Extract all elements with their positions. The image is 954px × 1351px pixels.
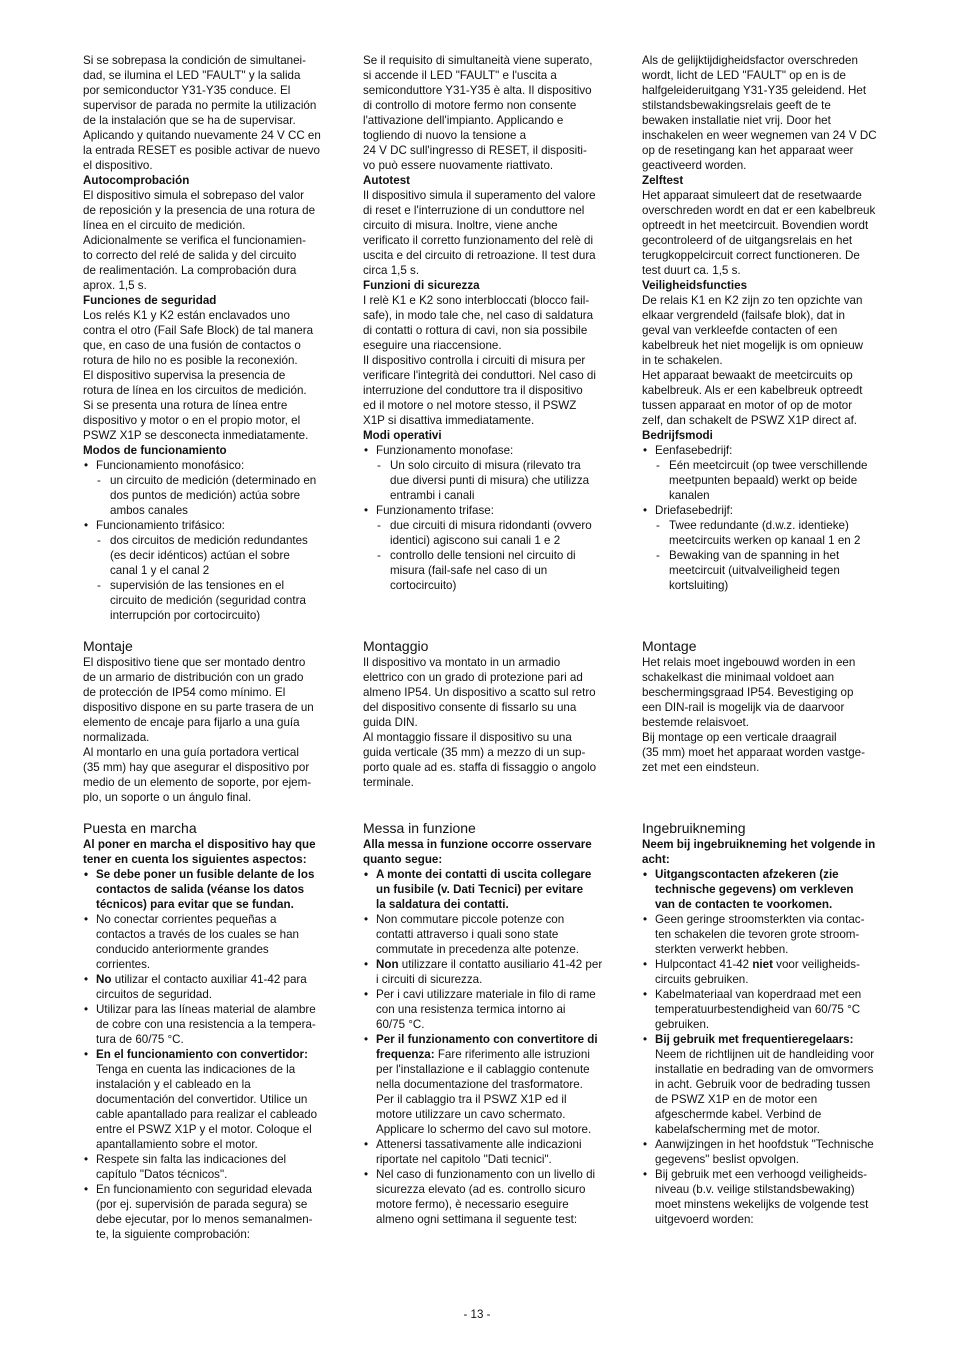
nl-mount-text: Het relais moet ingebouwd worden in een schakelkast die minimaal voldoet aan beschermingsgraad IP54. Bevestiging op een DIN-rail is mogelijk via de daarvoor bestemde relaisvoet. Bij montage op een verticale draagrail (35 mm) moet het apparaat worden vastge- zet met een eindsteun. <box>642 656 865 774</box>
nl-mode-tri-sub2: - Bewaking van de spanning in het meetcircuit (uitvalveiligheid tegen kortsluiting) <box>642 548 904 593</box>
es-commission-intro: Al poner en marcha el dispositivo hay que tener en cuenta los siguientes aspectos: <box>83 838 316 866</box>
es-aux-rest: utilizar el contacto auxiliar 41-42 para <box>111 973 307 986</box>
it-safety-heading: Funzioni di sicurezza <box>363 279 480 292</box>
it-top-text: Se il requisito di simultaneità viene superato, si accende il LED "FAULT" e l'uscita a semiconduttore Y31-Y35 è alta. Il dispositivo di controllo di motore fermo non consente l'attivazione dell'impianto. Applicando e togliendo di nuovo la tensione a 24 V DC sull'ingresso di RESET, il dispositi- vo può essere nuovamente riattivato. <box>363 54 593 172</box>
es-commission-item-fuse: • Se debe poner un fusible delante de los contactos de salida (véanse los datos técnicos) para evitar que se fundan. <box>83 867 345 912</box>
nl-modes-list <box>642 443 904 593</box>
nl-mode-tri: • Driefasebedrijf: <box>642 503 904 518</box>
nl-commission-title: Ingebruikneming <box>642 820 746 836</box>
es-commission-item-copper: • Utilizar para las líneas material de alambre de cobre con una resistencia a la tempera- tura de 60/75 °C. <box>83 1002 345 1047</box>
it-commission-list <box>363 867 625 1227</box>
nl-commission-item-converter <box>642 1032 904 1137</box>
es-selftest-heading: Autocomprobación <box>83 174 190 187</box>
nl-mode-mono: • Eenfasebedrijf: <box>642 443 904 458</box>
it-modes-list <box>363 443 625 593</box>
it-mode-tri: • Funzionamento trifase: <box>363 503 625 518</box>
es-mode-tri-sub2: - supervisión de las tensiones en el circuito de medición (seguridad contra interrupción por cortocircuito) <box>83 578 345 623</box>
it-modes-heading: Modi operativi <box>363 429 442 442</box>
es-commission-item-aux <box>83 972 345 1002</box>
es-safety-heading: Funciones de seguridad <box>83 294 217 307</box>
it-aux-bold: Non <box>376 958 399 971</box>
it-selftest-text: Il dispositivo simula il superamento del valore di reset e l'interruzione di un conduttore nel circuito di misura. Inoltre, viene anche verificato il corretto funzionamento del relè di uscita e del circuito di retroazione. Il test dura circa 1,5 s. <box>363 189 596 277</box>
it-mode-tri-sub1: - due circuiti di misura ridondanti (ovvero identici) agiscono sui canali 1 e 2 <box>363 518 625 548</box>
nl-commission-list <box>642 867 904 1227</box>
nl-top-text: Als de gelijktijdigheidsfactor overschreden wordt, licht de LED "FAULT" op en is de halfgeleideruitgang Y31-Y35 geleidend. Het stilstandsbewakingsrelais geeft de te bewaken installatie niet vrij. Door het inschakelen en weer wegnemen van 24 V DC op de resetingang kan het apparaat weer geactiveerd worden. <box>642 54 877 172</box>
nl-commission-section <box>642 820 904 1227</box>
es-safety-text: Los relés K1 y K2 están enclavados uno contra el otro (Fail Safe Block) de tal manera que, en caso de una fusión de contactos o rotura de hilo no es posible la reconexión. El dispositivo supervisa la presencia de rotura de línea en los circuitos de medición. Si se presenta una rotura de línea entre dispositivo y motor o en el propio motor, el PSWZ X1P se desconecta inmediatamente. <box>83 309 314 442</box>
nl-top-block <box>642 53 904 593</box>
it-commission-title: Messa in funzione <box>363 820 476 836</box>
nl-modes-heading: Bedrijfsmodi <box>642 429 713 442</box>
es-modes-list <box>83 458 345 623</box>
it-commission-item-fuse: • A monte dei contatti di uscita collegare un fusibile (v. Dati Tecnici) per evitare la saldatura dei contatti. <box>363 867 625 912</box>
it-commission-intro: Alla messa in funzione occorre osservare quanto segue: <box>363 838 592 866</box>
es-commission-section <box>83 820 345 1242</box>
nl-converter-text: Neem de richtlijnen uit de handleiding voor installatie en bedrading van de omvormers in acht. Gebruik voor de bedrading tussen de PSWZ X1P en de motor een afgeschermde kabel. Verbind de kabelafscherming met de motor. <box>655 1048 875 1136</box>
nl-commission-item-fuse: • Uitgangscontacten afzekeren (zie technische gegevens) om verkleven van de contacten te voorkomen. <box>642 867 904 912</box>
nl-commission-item-aux <box>642 957 904 987</box>
es-mode-mono-sub: - un circuito de medición (determinado en dos puntos de medición) actúa sobre ambos canales <box>83 473 345 518</box>
es-commission-item-currents: • No conectar corrientes pequeñas a contactos a través de los cuales se han conducido anteriormente grandes corrientes. <box>83 912 345 972</box>
nl-aux-pre: Hulpcontact 41-42 <box>655 958 753 971</box>
nl-safety-text: De relais K1 en K2 zijn zo ten opzichte van elkaar vergrendeld (failsafe blok), dat in geval van verkleefde contacten of een kabelbreuk het niet mogelijk is om opnieuw in te schakelen. Het apparaat bewaakt de meetcircuits op kabelbreuk. Als er een kabelbreuk optreedt tussen apparaat en motor of op de motor zelf, dan schakelt de PSWZ X1P direct af. <box>642 294 864 427</box>
it-safety-text: I relè K1 e K2 sono interbloccati (blocco fail- safe), in modo tale che, nel caso di saldatura di contatti o rottura di cavi, non sia possibile eseguire una riaccensione. Il dispositivo controlla i circuiti di misura per verificare l'integrità dei conduttori. Nel caso di interruzione del conduttore tra il dispositivo ed il motore o nel motore stesso, il PSWZ X1P si disattiva immediatamente. <box>363 294 596 427</box>
es-mount-section <box>83 638 345 805</box>
es-mode-tri-sub1: - dos circuitos de medición redundantes (es decir idénticos) actúan el sobre canal 1 y el canal 2 <box>83 533 345 578</box>
page-number: - 13 - <box>463 1308 491 1321</box>
it-commission-item-converter <box>363 1032 625 1137</box>
es-top-block <box>83 53 345 623</box>
nl-commission-intro: Neem bij ingebruikneming het volgende in acht: <box>642 838 876 866</box>
it-commission-item-aux <box>363 957 625 987</box>
nl-converter-bold: Bij gebruik met frequentieregelaars: <box>655 1033 854 1046</box>
nl-mode-mono-sub: - Eén meetcircuit (op twee verschillende meetpunten bepaald) werkt op beide kanalen <box>642 458 904 503</box>
es-converter-text: Tenga en cuenta las indicaciones de la instalación y el cableado en la documentación del convertidor. Utilice un cable apantallado para realizar el cableado entre el PSWZ X1P y el motor. Coloque el apantallamiento sobre el motor. <box>96 1063 318 1151</box>
nl-mode-tri-sub1: - Twee redundante (d.w.z. identieke) meetcircuits werken op kanaal 1 en 2 <box>642 518 904 548</box>
it-top-block <box>363 53 625 593</box>
it-aux-rest: utilizzare il contatto ausiliario 41-42 per <box>398 958 603 971</box>
column-it <box>363 53 625 1253</box>
column-nl <box>642 53 904 1253</box>
es-mode-mono: • Funcionamiento monofásico: <box>83 458 345 473</box>
es-commission-item-converter <box>83 1047 345 1152</box>
es-mount-text: El dispositivo tiene que ser montado dentro de un armario de distribución con un grado de protección de IP54 como mínimo. El dispositivo dispone en su parte trasera de un elemento de encaje para fijarlo a una guía normalizada. Al montarlo en una guía portadora vertical (35 mm) hay que asegurar el dispositivo por medio de un elemento de soporte, por ejem- plo, un soporte o un ángulo final. <box>83 656 314 804</box>
it-mode-mono: • Funzionamento monofase: <box>363 443 625 458</box>
nl-aux-bold: niet <box>752 958 773 971</box>
it-aux-line2: i circuiti di sicurezza. <box>376 973 483 986</box>
it-mount-title: Montaggio <box>363 638 429 654</box>
it-converter-bold1: Per il funzionamento con convertitore di <box>376 1033 598 1046</box>
es-commission-title: Puesta en marcha <box>83 820 197 836</box>
nl-selftest-text: Het apparaat simuleert dat de resetwaarde overschreden wordt en dat er een kabelbreuk optreedt in het meetcircuit. Bovendien wordt gecontroleerd of de uitgangsrelais en het terugkoppelcircuit correct functioneren. De test duurt ca. 1,5 s. <box>642 189 876 277</box>
nl-mount-title: Montage <box>642 638 697 654</box>
it-mount-text: Il dispositivo va montato in un armadio elettrico con un grado di protezione pari ad almeno IP54. Un dispositivo a scatto sul retro del dispositivo consente di fissarlo su una guida DIN. Al montaggio fissare il dispositivo su una guida verticale (35 mm) a mezzo di un sup- porto quale ad es. staffa di fissaggio o angolo terminale. <box>363 656 597 789</box>
it-commission-item-copper: • Per i cavi utilizzare materiale in filo di rame con una resistenza termica intorno ai 60/75 °C. <box>363 987 625 1032</box>
it-converter-bold2: frequenza: <box>376 1048 435 1061</box>
es-mode-tri: • Funcionamiento trifásico: <box>83 518 345 533</box>
es-aux-line2: circuitos de seguridad. <box>96 988 212 1001</box>
nl-commission-item-copper: • Kabelmateriaal van koperdraad met een temperatuurbestendigheid van 60/75 °C gebruiken. <box>642 987 904 1032</box>
nl-commission-item-weekly-test: • Bij gebruik met een verhoogd veiligheids- niveau (b.v. veilige stilstandsbewaking) moet minstens wekelijks de volgende test uitgevoerd worden: <box>642 1167 904 1227</box>
it-commission-item-weekly-test: • Nel caso di funzionamento con un livello di sicurezza elevato (ad es. controllo sicuro motore fermo), è necessario eseguire almeno ogni settimana il seguente test: <box>363 1167 625 1227</box>
column-es <box>83 53 345 1253</box>
it-converter-text: per l'installazione e il cablaggio contenute nella documentazione del trasformatore. Per il cablaggio tra il PSWZ X1P ed il motore utilizzare un cavo schermato. Applicare lo schermo del cavo sul motore. <box>376 1063 592 1136</box>
es-modes-heading: Modos de funcionamiento <box>83 444 227 457</box>
it-commission-item-tech-data: • Attenersi tassativamente alle indicazioni riportate nel capitolo "Dati tecnici". <box>363 1137 625 1167</box>
it-mode-tri-sub2: - controllo delle tensioni nel circuito di misura (fail-safe nel caso di un cortocircuito) <box>363 548 625 593</box>
it-selftest-heading: Autotest <box>363 174 411 187</box>
nl-safety-heading: Veiligheidsfuncties <box>642 279 748 292</box>
es-top-text: Si se sobrepasa la condición de simultanei- dad, se ilumina el LED "FAULT" y la salida por semiconductor Y31-Y35 conduce. El supervisor de parada no permite la utilización de la instalación que se ha de supervisar. Aplicando y quitando nuevamente 24 V CC en la entrada RESET es posible activar de nuevo el dispositivo. <box>83 54 321 172</box>
it-commission-item-currents: • Non commutare piccole potenze con contatti attraverso i quali sono state commutate in precedenza alte potenze. <box>363 912 625 957</box>
es-aux-bold: No <box>96 973 112 986</box>
es-mount-title: Montaje <box>83 638 133 654</box>
it-converter-rest2: Fare riferimento alle istruzioni <box>434 1048 590 1061</box>
nl-aux-line2: circuits gebruiken. <box>655 973 749 986</box>
es-selftest-text: El dispositivo simula el sobrepaso del valor de reposición y la presencia de una rotura de línea en el circuito de medición. Adicionalmente se verifica el funcionamien- to correcto del relé de salida y del circuito de realimentación. La comprobación dura aprox. 1,5 s. <box>83 189 316 292</box>
nl-commission-item-currents: • Geen geringe stroomsterkten via contac- ten schakelen die tevoren grote stroom- sterkten verwerkt hebben. <box>642 912 904 957</box>
nl-aux-rest: voor veiligheids- <box>772 958 860 971</box>
es-commission-item-weekly-test: • En funcionamiento con seguridad elevada (por ej. supervisión de parada segura) se debe ejecutar, por lo menos semanalmen- te, la siguiente comprobación: <box>83 1182 345 1242</box>
it-mount-section <box>363 638 625 790</box>
es-converter-bold: En el funcionamiento con convertidor: <box>96 1048 308 1061</box>
nl-mount-section <box>642 638 904 775</box>
es-commission-list <box>83 867 345 1242</box>
nl-commission-item-tech-data: • Aanwijzingen in het hoofdstuk "Technische gegevens" beslist opvolgen. <box>642 1137 904 1167</box>
it-mode-mono-sub: - Un solo circuito di misura (rilevato tra due diversi punti di misura) che utilizza entrambi i canali <box>363 458 625 503</box>
es-commission-item-tech-data: • Respete sin falta las indicaciones del capítulo "Datos técnicos". <box>83 1152 345 1182</box>
it-commission-section <box>363 820 625 1227</box>
nl-selftest-heading: Zelftest <box>642 174 684 187</box>
